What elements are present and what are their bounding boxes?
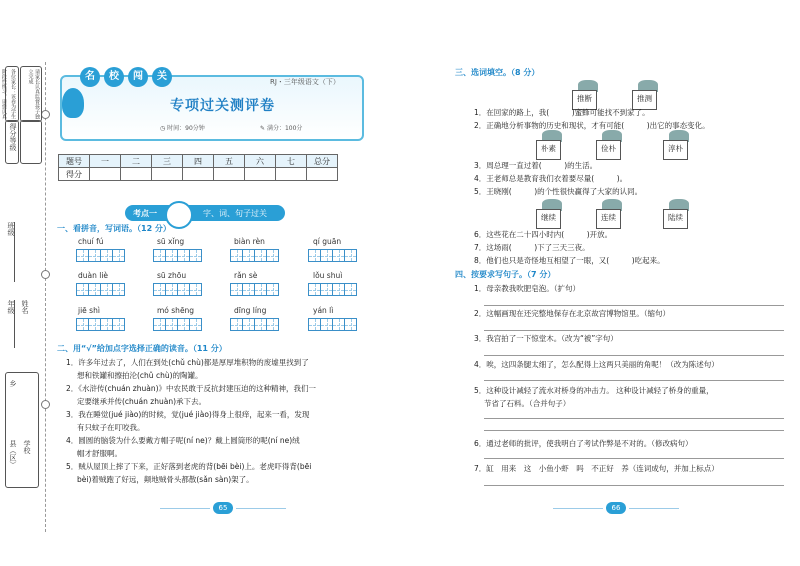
word-tag: 继续: [536, 209, 561, 229]
answer-line[interactable]: [484, 380, 784, 381]
county-label: 县（区）: [9, 440, 17, 468]
question-line[interactable]: 1．在回家的路上，我( )蜜蜂可能找不到家了。: [474, 108, 650, 117]
word-tag: 朴素: [536, 140, 561, 160]
answer-line[interactable]: [484, 430, 784, 431]
section2-title: 二、用“√”给加点字选择正确的读音。（11 分）: [57, 344, 227, 353]
question-line[interactable]: 想和铁罐和擦拍沦(chǔ chù)的陶罐。: [77, 371, 203, 380]
table-cell: 六: [245, 155, 276, 168]
section4-title: 四、按要求写句子。（7 分）: [455, 270, 556, 279]
score-input[interactable]: [183, 168, 214, 181]
class-label: 班级: [7, 222, 15, 236]
section3-list-a: [474, 106, 794, 132]
class-line[interactable]: [14, 222, 15, 282]
table-cell: 二: [121, 155, 152, 168]
tianzige-box[interactable]: [308, 318, 356, 331]
tianzige-box[interactable]: [308, 249, 356, 262]
tianzige-box[interactable]: [76, 249, 124, 262]
binding-hole: [41, 270, 50, 279]
page-number-left: 65: [213, 502, 233, 514]
table-cell: 三: [152, 155, 183, 168]
sidebar-score-fill[interactable]: [20, 120, 42, 164]
kaodian-label: 考点一: [133, 209, 157, 218]
sidebar-guide-box: 各位家长：该卷为学生阶段性练习，请您认真: [5, 66, 19, 122]
answer-line[interactable]: [484, 355, 784, 356]
question-line[interactable]: 6．这些花在二十四小时内( )开放。: [474, 230, 613, 239]
word-tag: 推断: [572, 90, 597, 110]
score-table: [58, 154, 338, 181]
logo-char: 名: [80, 67, 100, 87]
pencil-icon: ✎: [260, 125, 267, 132]
word-tag: 推测: [632, 90, 657, 110]
question-line[interactable]: 1．许多年过去了，人们在到处(chǔ chù)都是厚厚堆积物的废墟里找到了: [66, 358, 309, 367]
school-label: 学校: [23, 440, 31, 454]
question-line[interactable]: 5．王晓刚( )的个性很快赢得了大家的认同。: [474, 187, 643, 196]
pinyin: sū zhōu: [157, 271, 187, 280]
question-line[interactable]: 有只蚊子在叮咬我。: [77, 423, 145, 432]
question-line: 节省了石料。（合并句子）: [484, 399, 571, 408]
section3-list-b: [474, 159, 794, 198]
page-number-right: 66: [606, 502, 626, 514]
score-input[interactable]: [152, 168, 183, 181]
kaodian-text: 字、词、句子过关: [203, 209, 267, 218]
answer-line[interactable]: [484, 330, 784, 331]
question-line[interactable]: 4．王老师总是教育我们衣着要尽量( )。: [474, 174, 628, 183]
page-title: 专项过关测评卷: [170, 98, 275, 114]
answer-line[interactable]: [484, 485, 784, 486]
logo-char: 校: [104, 67, 124, 87]
section3-list-c: [474, 228, 794, 267]
question-line: 2．这幅画现在还完整地保存在北京故宫博物馆里。（缩句）: [474, 309, 671, 318]
answer-line[interactable]: [484, 418, 784, 419]
pinyin: mó shēng: [157, 306, 195, 315]
table-cell: 四: [183, 155, 214, 168]
table-cell: 五: [214, 155, 245, 168]
kaodian-banner: [125, 205, 285, 221]
tianzige-box[interactable]: [230, 318, 278, 331]
pinyin: biàn rèn: [234, 237, 265, 246]
question-line: 6．通过老师的批评，使我明白了考试作弊是不对的。（修改病句）: [474, 439, 693, 448]
footer-wave: [236, 500, 286, 509]
sidebar-guide-box-2: 请家长认真监督孩子独立完成: [20, 66, 42, 122]
binding-line: [45, 62, 46, 532]
pinyin: jiē shì: [78, 306, 100, 315]
tianzige-box[interactable]: [153, 249, 201, 262]
tianzige-box[interactable]: [153, 318, 201, 331]
question-line[interactable]: bèi)着贼跑了好远，颠地贼骨头都散(sǎn sàn)架了。: [77, 475, 254, 484]
pinyin: duàn liè: [78, 271, 109, 280]
footer-wave: [629, 500, 679, 509]
mascot-icon: [62, 88, 84, 118]
question-line: 5．这种设计减轻了流水对桥身的冲击力。 这种设计减轻了桥身的重量，: [474, 386, 714, 395]
sidebar-score-box: 得分等级: [5, 120, 19, 164]
tianzige-box[interactable]: [76, 318, 124, 331]
footer-wave: [553, 500, 603, 509]
question-line[interactable]: 定要继承并传(chuán zhuàn)承下去。: [77, 397, 207, 406]
tianzige-box[interactable]: [153, 283, 201, 296]
word-tag: 淳朴: [663, 140, 688, 160]
pinyin: yán lì: [313, 306, 334, 315]
section1-title: 一、看拼音，写词语。（12 分）: [57, 224, 171, 233]
tianzige-box[interactable]: [308, 283, 356, 296]
town-label: 乡: [9, 380, 17, 387]
word-tag: 连续: [596, 209, 621, 229]
score-input[interactable]: [90, 168, 121, 181]
score-input[interactable]: [245, 168, 276, 181]
question-line[interactable]: 2．正确地分析事物的历史和现状，才有可能( )出它的事态变化。: [474, 121, 710, 130]
score-header-row: [59, 155, 338, 168]
tianzige-box[interactable]: [230, 283, 278, 296]
logo-char: 关: [152, 67, 172, 87]
sidebar-school-box: [5, 372, 39, 488]
pinyin: qí guān: [313, 237, 342, 246]
pinyin: sū xǐng: [157, 237, 185, 246]
word-tag: 陆续: [663, 209, 688, 229]
section2-list: [66, 356, 366, 486]
question-line: 1．母亲教我吹肥皂泡。（扩句）: [474, 284, 581, 293]
pinyin: chuí fú: [78, 237, 104, 246]
grade-label: 年级: [7, 300, 15, 314]
table-cell: 题号: [59, 155, 90, 168]
question-line[interactable]: 3．周总理一直过着( )的生活。: [474, 161, 598, 170]
score-input[interactable]: [214, 168, 245, 181]
question-line[interactable]: 4．圆圆的脑袋为什么要戴方帽子呢(ní ne)？戴上圆筒形的呢(ní ne)绒: [66, 436, 300, 445]
clock-icon: ◷: [160, 125, 168, 132]
section3-title: 三、选词填空。（8 分）: [455, 68, 540, 77]
tianzige-box[interactable]: [76, 283, 124, 296]
question-line[interactable]: 8．他们也只是奇怪地互相望了一眼，又( )吃起来。: [474, 256, 665, 265]
score-input[interactable]: [121, 168, 152, 181]
footer-wave: [160, 500, 210, 509]
question-line[interactable]: 3．我在睡觉(jué jiào)的时候，觉(jué jiào)得身上很痒，起来一看，发现: [66, 410, 310, 419]
binding-hole: [41, 400, 50, 409]
table-cell: 总分: [307, 155, 338, 168]
time-info: ◷ 时间：90分钟: [160, 125, 205, 132]
grade-line[interactable]: [14, 300, 15, 348]
table-cell: 七: [276, 155, 307, 168]
table-cell: 得分: [59, 168, 90, 181]
pinyin: dīng líng: [234, 306, 267, 315]
table-cell: 一: [90, 155, 121, 168]
answer-line[interactable]: [484, 305, 784, 306]
binding-hole: [41, 110, 50, 119]
answer-line[interactable]: [484, 458, 784, 459]
grade-label: RJ・三年级语文（下）: [270, 78, 340, 86]
logo-char: 闯: [128, 67, 148, 87]
question-line[interactable]: 2．《水浒传(chuán zhuàn)》中农民敢于反抗封建压迫的这种精神，我们一: [66, 384, 317, 393]
question-line[interactable]: 7．这场雨( )下了三天三夜。: [474, 243, 590, 252]
word-tag: 俭朴: [596, 140, 621, 160]
question-line[interactable]: 帽才舒服啊。: [77, 449, 122, 458]
logo: [62, 67, 180, 87]
name-label: 姓名: [21, 300, 29, 314]
pinyin: lǒu shuì: [313, 271, 343, 280]
tianzige-box[interactable]: [230, 249, 278, 262]
question-line[interactable]: 5．贼从屋顶上摔了下来，正好落到老虎的背(bēi bèi)上。老虎吓得背(bēi: [66, 462, 312, 471]
score-value-row: [59, 168, 338, 181]
question-line: 3．我宫拍了一下惊堂木。（改为“被”字句）: [474, 334, 618, 343]
question-line: 4．唉，这四条腿太细了，怎么配得上这两只美丽的角呢！（改为陈述句）: [474, 360, 719, 369]
score-input[interactable]: [307, 168, 338, 181]
score-input[interactable]: [276, 168, 307, 181]
pinyin: rǎn sè: [234, 271, 258, 280]
question-line: 7．缸 用来 这 小鱼小虾 吗 不正好 养（连词成句，并加上标点）: [474, 464, 719, 473]
full-info: ✎ 满分：100分: [260, 125, 303, 132]
